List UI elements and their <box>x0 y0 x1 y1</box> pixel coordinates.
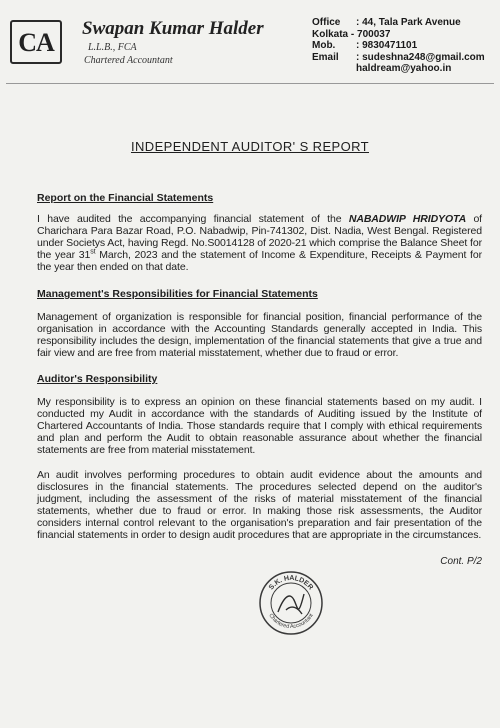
report-paragraph: I have audited the accompanying financial statement of the NABADWIP HRIDYOTA of Charichara Para Bazar Road, P.O. Nabadwip, Pin-741302, Dist. Nadia, West Bengal. Registered under Societys Act, having Regd. No.S0014128 of 2020-21 which comprise the Balance Sheet for the year 31st March, 2023 and the statement of Income & Expenditure, Receipts & Payment for the year then ended on that date. <box>37 213 483 273</box>
report-title: INDEPENDENT AUDITOR' S REPORT <box>130 139 369 154</box>
ca-logo <box>10 20 62 64</box>
email-value: : sudeshna248@gmail.com <box>356 51 485 63</box>
qualifications: L.L.B., FCA <box>88 42 137 53</box>
email-row <box>312 52 485 64</box>
auditor-paragraph-1: My responsibility is to express an opinion on these financial statements based on my audit. I conducted my Audit in accordance with the standards of Auditing issued by the Institute of Chartered Accountants of India. Those standards require that I comply with ethical requirements and plan and perform the Audit to obtain reasonable assurance about whether the financial statements are free from material misstatement. <box>37 396 482 456</box>
organisation-name: NABADWIP HRIDYOTA <box>348 213 467 225</box>
continuation-note: Cont. P/2 <box>440 556 482 567</box>
email-value-2: haldream@yahoo.in <box>356 63 452 74</box>
accountant-name: Swapan Kumar Halder <box>82 18 264 39</box>
office-label: Office <box>312 17 341 28</box>
header-rule <box>6 83 494 84</box>
city-row <box>312 29 485 41</box>
contact-block <box>312 17 485 75</box>
email-label: Email <box>312 51 339 63</box>
city-value: Kolkata - 700037 <box>312 28 391 40</box>
mobile-label: Mob. <box>312 40 336 51</box>
svg-text:Chartered Accountant: Chartered Accountant <box>267 612 315 631</box>
auditor-heading: Auditor's Responsibility <box>37 373 158 385</box>
profession: Chartered Accountant <box>84 55 173 66</box>
office-row <box>312 17 485 29</box>
management-heading: Management's Responsibilities for Financial Statements <box>37 288 318 300</box>
seal-stamp <box>258 570 324 636</box>
auditor-paragraph-2: An audit involves performing procedures to obtain audit evidence about the amounts and disclosures in the financial statements. The procedures selected depend on the auditor's judgment, including the assessment of the risks of material misstatement of the financial statements, whether due to fraud or error. In making those risk assessments, the Auditor considers internal control relevant to the organisation's preparation and fair presentation of the financial statements in order to design audit procedures that are appropriate in the circumstances. <box>37 469 482 541</box>
svg-text:S.K. HALDER: S.K. HALDER <box>267 574 315 592</box>
email-row-2 <box>312 63 485 75</box>
mobile-value: : 9830471101 <box>356 40 418 51</box>
management-paragraph: Management of organization is responsible for financial position, financial performance of the organisation in accordance with the Accounting Standards generally accepted in India. This responsibility includes the design, implementation of the financial statements that give a true and fair view and are free from material misstatement, whether due to fraud or error. <box>37 311 482 359</box>
report-heading: Report on the Financial Statements <box>37 192 214 204</box>
ca-logo-text: CA <box>18 28 54 57</box>
office-value: : 44, Tala Park Avenue <box>356 17 461 28</box>
mobile-row <box>312 40 485 52</box>
